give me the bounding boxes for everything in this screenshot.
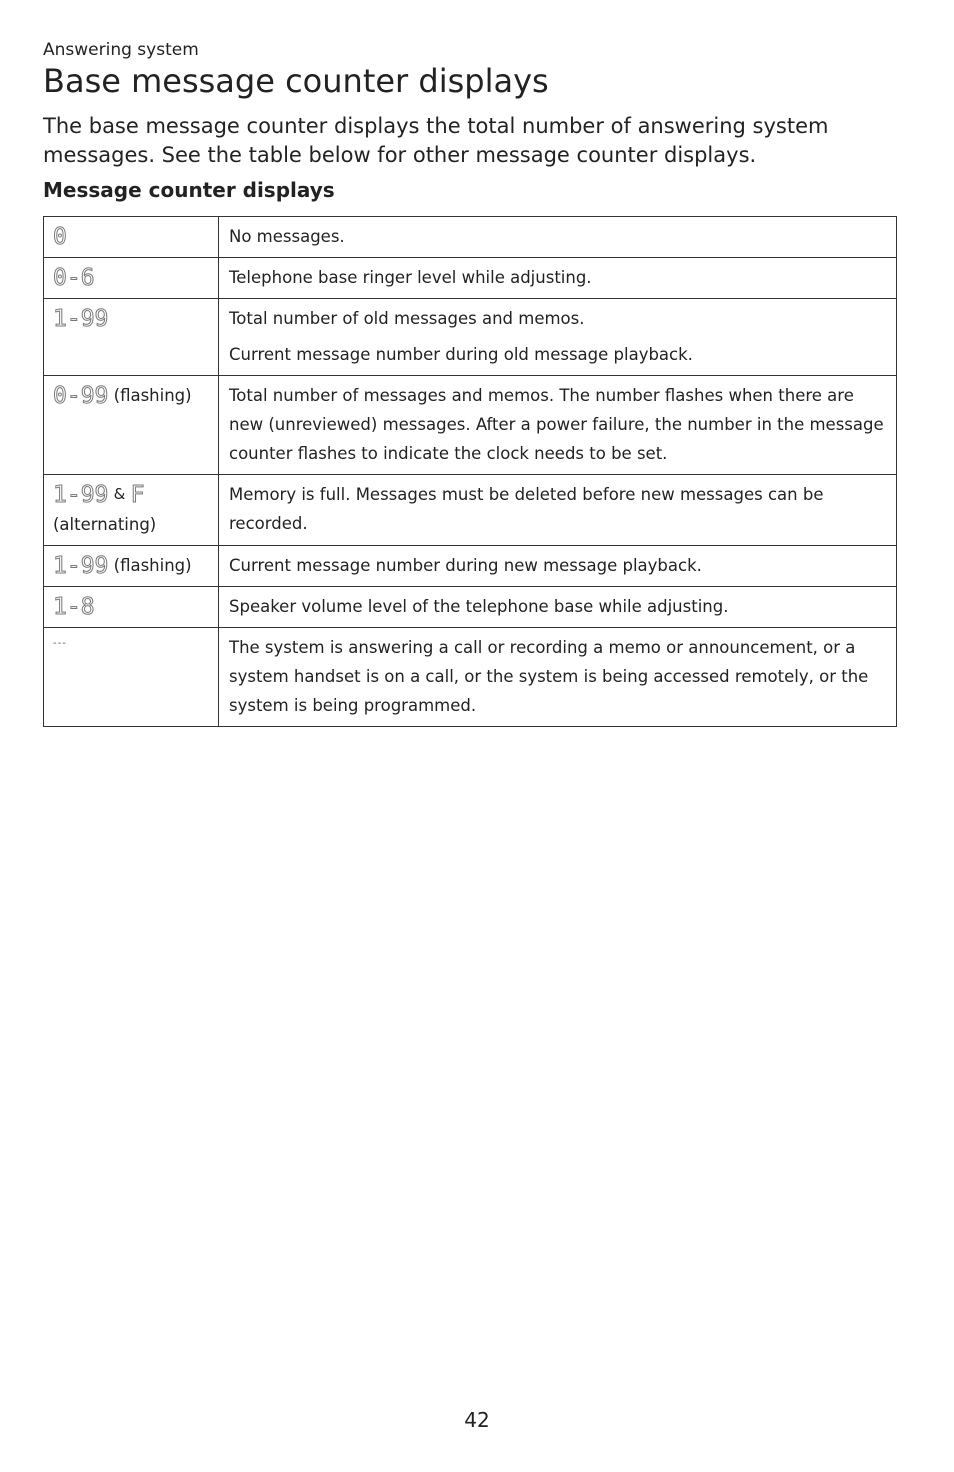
message-counter-table [43, 216, 897, 727]
description-text: Telephone base ringer level while adjusting. [229, 268, 592, 287]
description-text: Current message number during old message playback. [229, 345, 693, 364]
description-cell [219, 475, 897, 546]
description-text: Memory is full. Messages must be deleted before new messages can be recorded. [229, 485, 824, 533]
lcd-display-dashes: --- [53, 638, 67, 649]
lcd-display: 0-99 [53, 382, 109, 409]
description-cell [219, 217, 897, 258]
description-text: No messages. [229, 227, 345, 246]
intro-paragraph: The base message counter displays the total number of answering system messages. See the table below for other message counter displays. [43, 114, 829, 167]
lcd-display: 1-99 [53, 305, 109, 332]
table-row [44, 258, 897, 299]
lcd-display: 0 [53, 223, 67, 250]
display-cell [44, 258, 219, 299]
description-cell [219, 376, 897, 475]
lcd-display: 1-8 [53, 593, 95, 620]
description-text: Current message number during new message playback. [229, 556, 702, 575]
display-cell [44, 546, 219, 587]
display-cell [44, 376, 219, 475]
table-row [44, 475, 897, 546]
display-cell [44, 299, 219, 376]
description-cell [219, 628, 897, 727]
display-cell [44, 475, 219, 546]
table-title: Message counter displays [43, 178, 335, 202]
section-label: Answering system [43, 40, 199, 60]
page-number: 42 [464, 1408, 490, 1432]
page-title: Base message counter displays [43, 62, 549, 100]
description-text: Total number of messages and memos. The number flashes when there are new (unreviewed) messages. After a power failure, the number in the message counter flashes to indicate the clock needs to be set. [229, 386, 884, 463]
description-cell [219, 299, 897, 376]
display-note: (flashing) [113, 386, 192, 405]
lcd-display: 1-99 [53, 481, 109, 508]
lcd-display-full: F [130, 481, 145, 508]
display-note: & [113, 485, 126, 503]
table-row [44, 376, 897, 475]
description-cell [219, 258, 897, 299]
display-cell [44, 628, 219, 727]
lcd-display: 0-6 [53, 264, 95, 291]
description-cell [219, 546, 897, 587]
display-cell [44, 587, 219, 628]
display-note: (flashing) [113, 556, 192, 575]
table-row [44, 587, 897, 628]
table-row [44, 546, 897, 587]
description-text: Speaker volume level of the telephone base while adjusting. [229, 597, 729, 616]
display-note: (alternating) [53, 515, 157, 534]
description-text: The system is answering a call or recording a memo or announcement, or a system handset is on a call, or the system is being accessed remotely, or the system is being programmed. [229, 638, 869, 715]
lcd-display: 1-99 [53, 552, 109, 579]
table-row [44, 217, 897, 258]
display-cell [44, 217, 219, 258]
description-cell [219, 587, 897, 628]
table-row [44, 299, 897, 376]
description-text: Total number of old messages and memos. [229, 309, 585, 328]
table-row [44, 628, 897, 727]
